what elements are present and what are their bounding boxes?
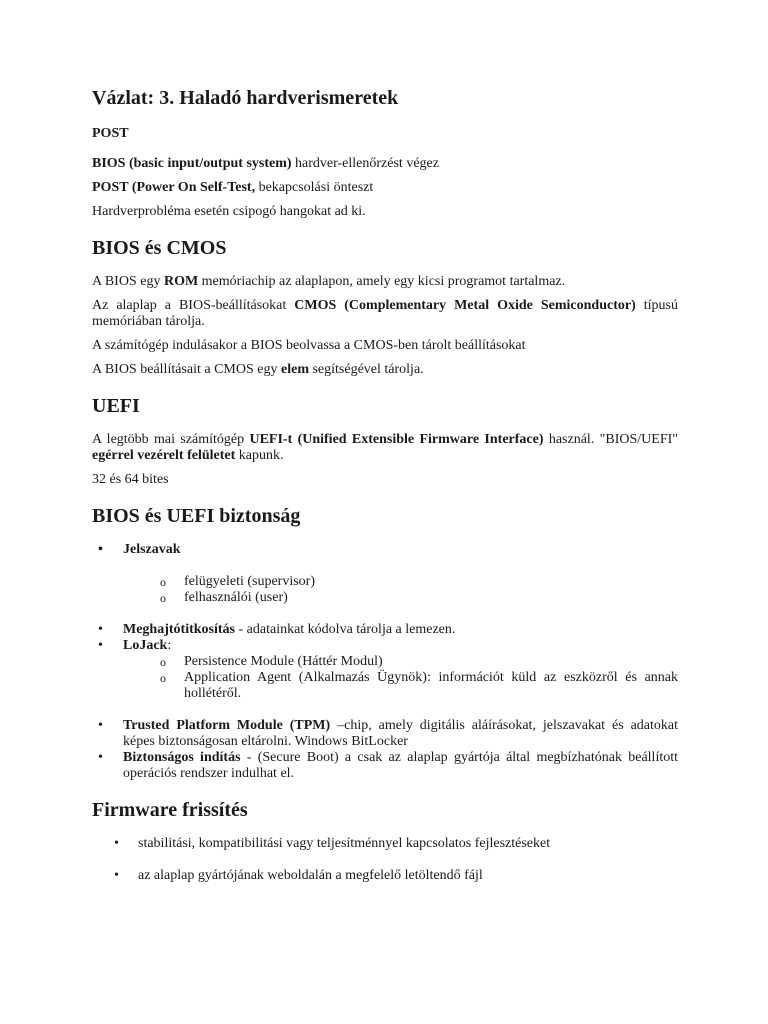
bios-cmos-p4 [92, 362, 678, 378]
list-item: • az alaplap gyártójának weboldalán a megfelelő letöltendő fájl [92, 868, 678, 884]
sublist-item: o felhasználói (user) [92, 590, 678, 606]
post-desc: bekapcsolási önteszt [255, 180, 374, 195]
sublist-item: o Application Agent (Alkalmazás Ügynök): információt küld az eszközről és annak hollétéről. [92, 670, 678, 702]
sublist-item: o felügyeleti (supervisor) [92, 574, 678, 590]
post-line-3: Hardverprobléma esetén csipogó hangokat ad ki. [92, 204, 366, 219]
uefi-term: UEFI-t (Unified Extensible Firmware Interface) [249, 432, 544, 447]
security-list-2 [92, 622, 678, 654]
post-line-2 [92, 180, 678, 196]
spacer [92, 782, 678, 798]
text-run: A BIOS egy [92, 274, 164, 289]
rom-term: ROM [163, 274, 199, 289]
cmos-term: CMOS (Complementary Metal Oxide Semiconductor) [294, 298, 636, 313]
bios-cmos-p1 [92, 274, 678, 290]
text-run: használ. "BIOS/UEFI" [543, 432, 678, 447]
firmware-list [92, 836, 678, 884]
elem-term: elem [281, 362, 309, 377]
document-content [92, 86, 678, 884]
security-list-3 [92, 718, 678, 782]
lojack-sublist [92, 654, 678, 702]
term: LoJack [123, 638, 168, 653]
text-run: - (Secure Boot) a csak az alaplap gyártója által megbízhatónak beállított operációs rendszer indulhat el. [123, 750, 679, 781]
password-sublist [92, 574, 678, 606]
uefi-p2: 32 és 64 bites [92, 472, 169, 487]
list-item-lojack [92, 638, 678, 654]
heading-firmware: Firmware frissítés [92, 799, 248, 821]
term: Trusted Platform Module (TPM) [123, 718, 331, 733]
post-label: POST [92, 126, 129, 141]
spacer [92, 606, 678, 622]
text-run: –chip, amely digitális aláírásokat, jelszavakat és adatokat képes biztonságosan eltárolni. Windows BitLocker [123, 718, 679, 749]
text-run: A BIOS beállításait a CMOS egy [92, 362, 281, 377]
heading-bios-cmos: BIOS és CMOS [92, 237, 227, 259]
list-item-meghajto [92, 622, 678, 638]
text-run: Az alaplap a BIOS-beállításokat [92, 298, 295, 313]
bios-term: BIOS (basic input/output system) [92, 156, 292, 171]
text-run: kapunk. [235, 448, 284, 463]
post-term: POST (Power On Self-Test, [92, 180, 256, 195]
term: Meghajtótitkosítás [123, 622, 235, 637]
heading-security: BIOS és UEFI biztonság [92, 505, 301, 527]
security-list [92, 542, 678, 558]
text-run: memóriachip az alaplapon, amely egy kicsi programot tartalmaz. [198, 274, 566, 289]
text-run: segítségével tárolja. [308, 362, 424, 377]
list-item: • stabilitási, kompatibilitási vagy teljesítménnyel kapcsolatos fejlesztéseket [92, 836, 678, 852]
list-item-secure-boot [92, 750, 678, 782]
post-line-1 [92, 156, 678, 172]
spacer [92, 702, 678, 718]
bios-cmos-p3: A számítógép indulásakor a BIOS beolvassa a CMOS-ben tárolt beállításokat [92, 338, 526, 353]
list-item-tpm [92, 718, 678, 750]
sublist-item: o Persistence Module (Háttér Modul) [92, 654, 678, 670]
term: Biztonságos indítás [123, 750, 241, 765]
bios-cmos-p2 [92, 298, 678, 330]
text-run: : [167, 638, 172, 653]
page-title: Vázlat: 3. Haladó hardverismeretek [92, 87, 399, 109]
list-item-jelszavak: • Jelszavak [92, 542, 678, 558]
bios-desc: hardver-ellenőrzést végez [291, 156, 439, 171]
mouse-ui-term: egérrel vezérelt felületet [92, 448, 236, 463]
uefi-p1 [92, 432, 678, 464]
text-run: típusú memóriában tárolja. [92, 298, 678, 329]
text-run: - adatainkat kódolva tárolja a lemezen. [235, 622, 456, 637]
heading-uefi: UEFI [92, 395, 140, 417]
text-run: A legtöbb mai számítógép [92, 432, 250, 447]
